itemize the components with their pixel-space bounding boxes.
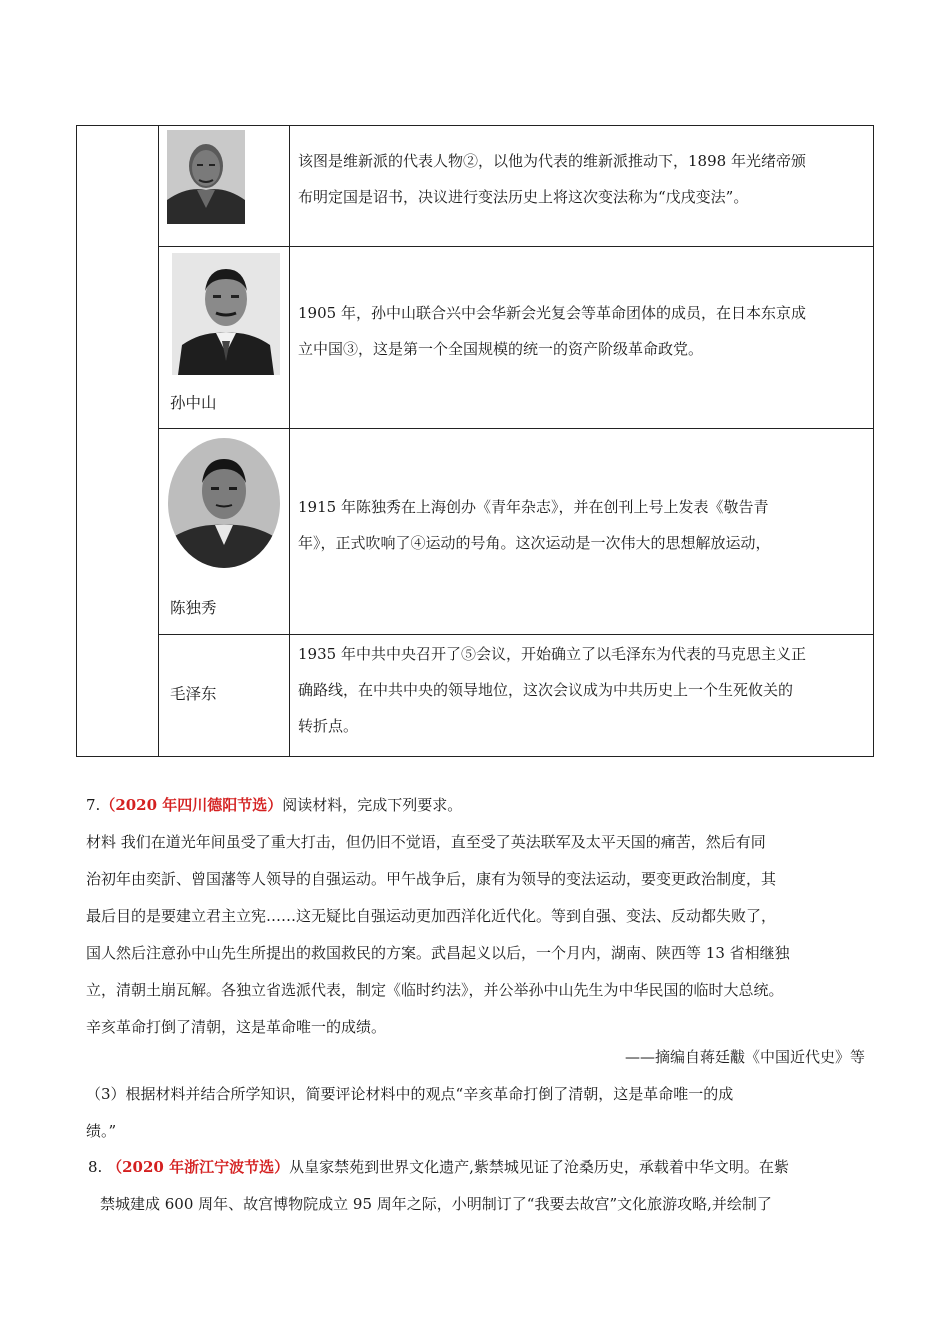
figure-name: 毛泽东 (170, 685, 217, 703)
question-source: （2020 年浙江宁波节选） (107, 1158, 290, 1176)
material-attribution: ——摘编自蒋廷黻《中国近代史》等 (624, 1048, 865, 1066)
figure-name: 陈独秀 (170, 599, 217, 617)
table-divider (158, 126, 159, 756)
figure-description: 1905 年，孙中山联合兴中会华新会光复会等革命团体的成员，在日本东京成 立中国③，这是第一个全国规模的统一的资产阶级革命政党。 (298, 304, 806, 358)
question-7-subquestion: （3）根据材料并结合所学知识，简要评论材料中的观点“辛亥革命打倒了清朝，这是革命唯一的成 绩。” (86, 1085, 734, 1140)
table-divider (158, 246, 873, 247)
portrait-kang-youwei-icon (167, 130, 245, 224)
table-divider (289, 126, 290, 756)
figure-name: 孙中山 (170, 394, 217, 412)
table-divider (158, 634, 873, 635)
figure-description: 1915 年陈独秀在上海创办《青年杂志》，并在创刊上号上发表《敬告青 年》，正式吹响了④运动的号角。这次运动是一次伟大的思想解放运动， (298, 498, 771, 552)
portrait-sun-yatsen-icon (172, 253, 280, 375)
figure-description: 1935 年中共中央召开了⑤会议，开始确立了以毛泽东为代表的马克思主义正 确路线，在中共中央的领导地位，这次会议成为中共历史上一个生死攸关的 转折点。 (298, 645, 806, 735)
question-7-header: 7.（2020 年四川德阳节选）阅读材料，完成下列要求。 (86, 796, 463, 814)
table-divider (158, 428, 873, 429)
question-8-header: 8. （2020 年浙江宁波节选）从皇家禁苑到世界文化遗产,紫禁城见证了沧桑历史，承载着中华文明。在紫 (88, 1158, 789, 1176)
portrait-chen-duxiu-icon (167, 437, 281, 569)
question-8-text: 禁城建成 600 周年、故宫博物院成立 95 周年之际，小明制订了“我要去故宫”文化旅游攻略,并绘制了 (100, 1195, 772, 1213)
question-7-material: 材料 我们在道光年间虽受了重大打击，但仍旧不觉语，直至受了英法联军及太平天国的痛苦，然后有同 治初年由奕訢、曾国藩等人领导的自强运动。甲午战争后，康有为领导的变法运动，要变更政治制度，其 最后目的是要建立君主立宪……这无疑比自强运动更加西洋化近代化。等到自强、变法、反动都失败了， 国人然后注意孙中山先生所提出的救国救民的方案。武昌起义以后，一个月内，湖南、陕西等 13 省相继独 立，清朝土崩瓦解。各独立省选派代表，制定《临时约法》，并公举孙中山先生为中华民国的临时大总统。 辛亥革命打倒了清朝，这是革命唯一的成绩。 (86, 833, 790, 1036)
question-source: （2020 年四川德阳节选） (100, 796, 283, 814)
figure-description: 该图是维新派的代表人物②，以他为代表的维新派推动下，1898 年光绪帝颁 布明定国是诏书，决议进行变法历史上将这次变法称为“戊戌变法”。 (298, 152, 806, 206)
